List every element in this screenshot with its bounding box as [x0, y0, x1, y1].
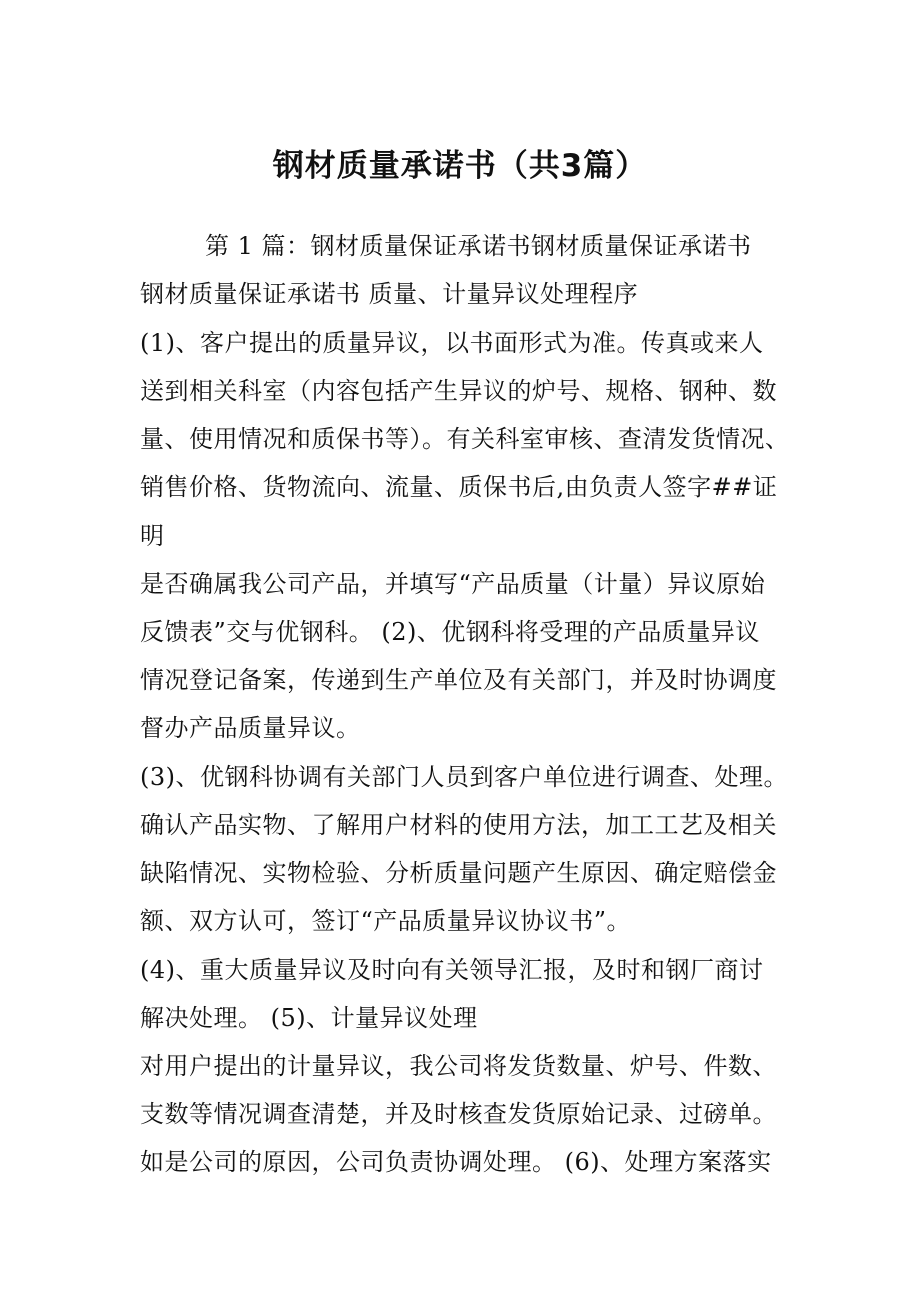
text-line-15: 额、双方认可，签订“产品质量异议协议书”。 [140, 907, 632, 935]
text-line-12: (3)、优钢科协调有关部门人员到客户单位进行调查、处理。 [140, 763, 788, 791]
text-line-7: 明 [140, 522, 165, 550]
text-line-2: 钢材质量保证承诺书 质量、计量异议处理程序 [140, 280, 639, 308]
text-line-11: 督办产品质量异议。 [140, 714, 361, 742]
document-title: 钢材质量承诺书（共3篇） [272, 148, 648, 184]
text-line-20: 如是公司的原因，公司负责协调处理。 (6)、处理方案落实 [140, 1148, 772, 1176]
text-line-3: (1)、客户提出的质量异议，以书面形式为准。传真或来人 [140, 329, 764, 357]
text-line-10: 情况登记备案，传递到生产单位及有关部门，并及时协调度 [140, 666, 777, 694]
text-line-4: 送到相关科室（内容包括产生异议的炉号、规格、钢种、数 [140, 377, 777, 405]
text-line-18: 对用户提出的计量异议，我公司将发货数量、炉号、件数、 [140, 1052, 777, 1080]
text-line-16: (4)、重大质量异议及时向有关领导汇报，及时和钢厂商讨 [140, 956, 764, 984]
text-line-13: 确认产品实物、了解用户材料的使用方法，加工工艺及相关 [140, 811, 777, 839]
text-line-8: 是否确属我公司产品，并填写“产品质量（计量）异议原始 [140, 570, 766, 598]
text-line-1: 第 1 篇：钢材质量保证承诺书钢材质量保证承诺书 [205, 232, 752, 260]
text-line-19: 支数等情况调查清楚，并及时核查发货原始记录、过磅单。 [140, 1100, 777, 1128]
text-line-5: 量、使用情况和质保书等）。有关科室审核、查清发货情况、 [140, 425, 790, 453]
text-line-6: 销售价格、货物流向、流量、质保书后,由负责人签字##证 [140, 473, 778, 501]
text-line-14: 缺陷情况、实物检验、分析质量问题产生原因、确定赔偿金 [140, 859, 777, 887]
text-line-9: 反馈表”交与优钢科。 (2)、优钢科将受理的产品质量异议 [140, 618, 760, 646]
text-line-17: 解决处理。 (5)、计量异议处理 [140, 1004, 478, 1032]
